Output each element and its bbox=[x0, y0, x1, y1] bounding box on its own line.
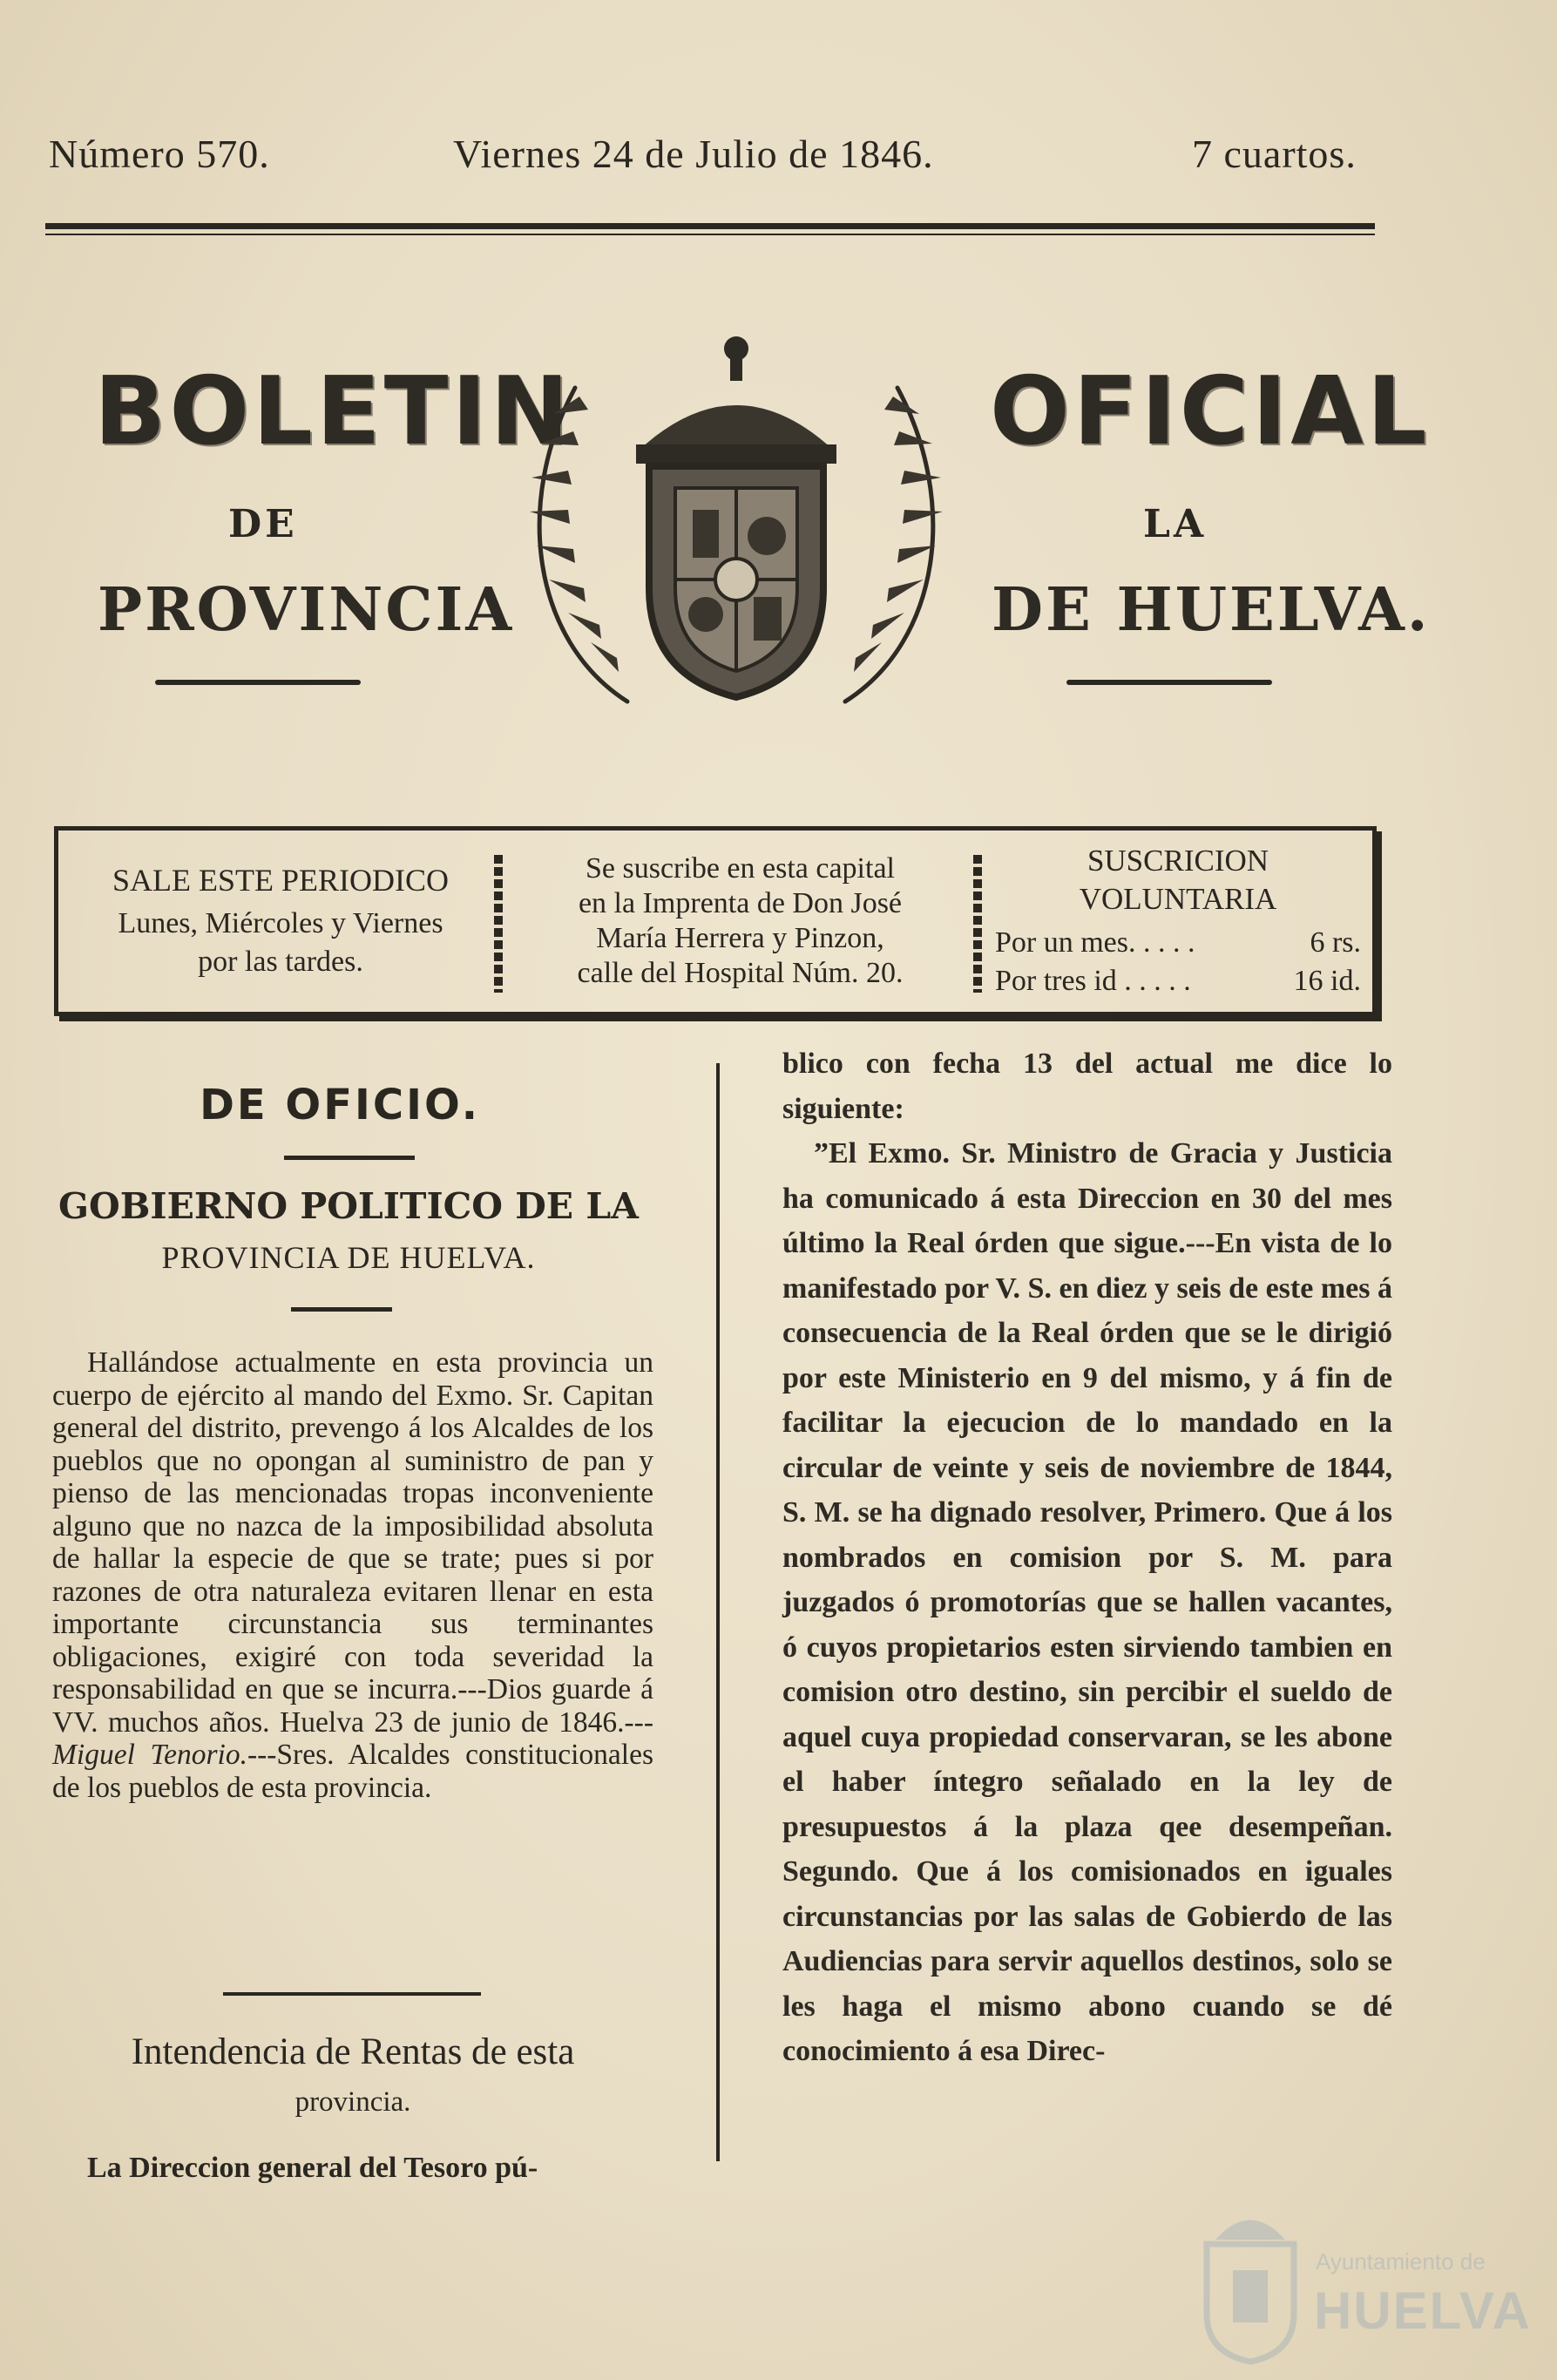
right-column-text bbox=[782, 1041, 1392, 2074]
intendencia-subheading: provincia. bbox=[294, 2086, 411, 2118]
price-label: Por un mes. . . . . bbox=[995, 926, 1195, 959]
infobox-subscribe-line: en la Imprenta de Don José bbox=[578, 887, 903, 919]
infobox-subscribe-line: María Herrera y Pinzon, bbox=[596, 922, 884, 954]
infobox-pricing bbox=[986, 831, 1370, 1012]
masthead-huelva: DE HUELVA. bbox=[992, 575, 1431, 645]
right-paragraph-text: ”El Exmo. Sr. Ministro de Gracia y Justicia ha comunicado á esta Direccion en 30 del mes último la Real órden que sigue.---En vista de lo manifestado por V. S. en diez y seis de este mes á consecuencia de la Real órden que se le dirigió por este Ministerio en 9 del mismo, y á fin de facilitar la ejecucion de lo mandado en la circular de veinte y seis de noviembre de 1844, S. M. se ha dignado resolver, Primero. Que á los nombrados en comision por S. M. para juzgados ó promotorías que se hallen vacantes, ó cuyos propietarios esten sirviendo tambien en comision otro destino, sin percibir el sueldo de aquel cuya propiedad conservaran, se les abone el haber íntegro señalado en la ley de presupuestos á la plaza qee desempeñan. Segundo. Que á los comisionados en iguales circunstancias por las salas de Gobierdo de las Audiencias para servir aquellos destinos, solo se les haga el mismo abono cuando se dé conocimiento á esa Direc- bbox=[782, 1137, 1392, 2067]
issue-date: Viernes 24 de Julio de 1846. bbox=[453, 132, 934, 176]
header-rule-thin bbox=[45, 234, 1375, 235]
section-title-oficio: DE OFICIO. bbox=[200, 1081, 480, 1129]
gobierno-heading: GOBIERNO POLITICO DE LA bbox=[58, 1185, 639, 1227]
intendencia-paragraph: La Direccion general del Tesoro pú- bbox=[87, 2152, 538, 2184]
infobox-schedule bbox=[58, 831, 503, 1012]
infobox-divider bbox=[494, 855, 503, 993]
infobox-schedule-line: Lunes, Miércoles y Viernes bbox=[118, 907, 443, 939]
issue-number: Número 570. bbox=[49, 132, 270, 176]
masthead-oficial: OFICIAL bbox=[990, 357, 1431, 466]
watermark-line2: HUELVA bbox=[1314, 2282, 1532, 2340]
infobox-subscribe bbox=[507, 831, 973, 1012]
infobox-subscribe-line: calle del Hospital Núm. 20. bbox=[577, 957, 904, 989]
infobox-divider bbox=[973, 855, 982, 993]
coat-of-arms-icon bbox=[497, 327, 976, 723]
header-rule bbox=[45, 223, 1375, 229]
price-row bbox=[995, 962, 1361, 1000]
infobox-schedule-line: por las tardes. bbox=[198, 946, 363, 978]
infobox-subscribe-line: Se suscribe en esta capital bbox=[586, 852, 895, 885]
city-crest-icon bbox=[1194, 2200, 1307, 2366]
price-label: Por tres id . . . . . bbox=[995, 965, 1191, 997]
notice-text-end: ---Sres. Alcaldes constitucionales de los pueblos de esta provincia. bbox=[52, 1739, 653, 1804]
gobierno-subheading: PROVINCIA DE HUELVA. bbox=[161, 1240, 536, 1275]
intendencia-heading: Intendencia de Rentas de esta bbox=[131, 2031, 575, 2072]
short-rule bbox=[291, 1307, 392, 1312]
notice-signature: Miguel Tenorio. bbox=[52, 1739, 247, 1771]
price-value: 6 rs. bbox=[1310, 926, 1361, 959]
notice-text: Hallándose actualmente en esta provincia un cuerpo de ejército al mando del Exmo. Sr. Capitan general del distrito, prevengo á los Alcaldes de los pueblos que no opongan al suministro de pan y pienso de las mencionadas tropas inconveniente alguno que no nazca de la imposibilidad absoluta de hallar la especie de que se trate; pues si por razones de otra naturaleza evitaren llenar en esta importante circunstancia sus terminantes obligaciones, exigiré con toda severidad la responsabilidad en que se incurra.---Dios guarde á VV. muchos años. Huelva 23 de junio de 1846.--- bbox=[52, 1346, 653, 1739]
price-row bbox=[995, 924, 1361, 962]
right-paragraph: blico con fecha 13 del actual me dice lo siguiente: bbox=[782, 1048, 1392, 1125]
ayuntamiento-watermark bbox=[1194, 2200, 1532, 2366]
right-paragraph bbox=[782, 1131, 1392, 2074]
short-rule bbox=[284, 1156, 415, 1160]
watermark-line1: Ayuntamiento de bbox=[1316, 2248, 1486, 2275]
gobierno-notice-paragraph bbox=[52, 1346, 653, 1804]
column-divider bbox=[716, 1063, 720, 2161]
infobox-schedule-title: SALE ESTE PERIODICO bbox=[112, 863, 449, 898]
price-value: 16 id. bbox=[1293, 965, 1361, 997]
masthead-boletin: BOLETIN bbox=[94, 357, 572, 466]
masthead-la: LA bbox=[1143, 502, 1208, 546]
issue-price: 7 cuartos. bbox=[1192, 132, 1357, 176]
subscription-infobox bbox=[54, 826, 1377, 1016]
infobox-pricing-title: SUSCRICION VOLUNTARIA bbox=[1079, 844, 1277, 916]
masthead-de: DE bbox=[228, 502, 298, 546]
masthead-provincia: PROVINCIA bbox=[98, 575, 515, 645]
masthead-flourish-left bbox=[155, 680, 361, 685]
masthead-flourish-right bbox=[1066, 680, 1272, 685]
section-rule bbox=[223, 1992, 481, 1996]
